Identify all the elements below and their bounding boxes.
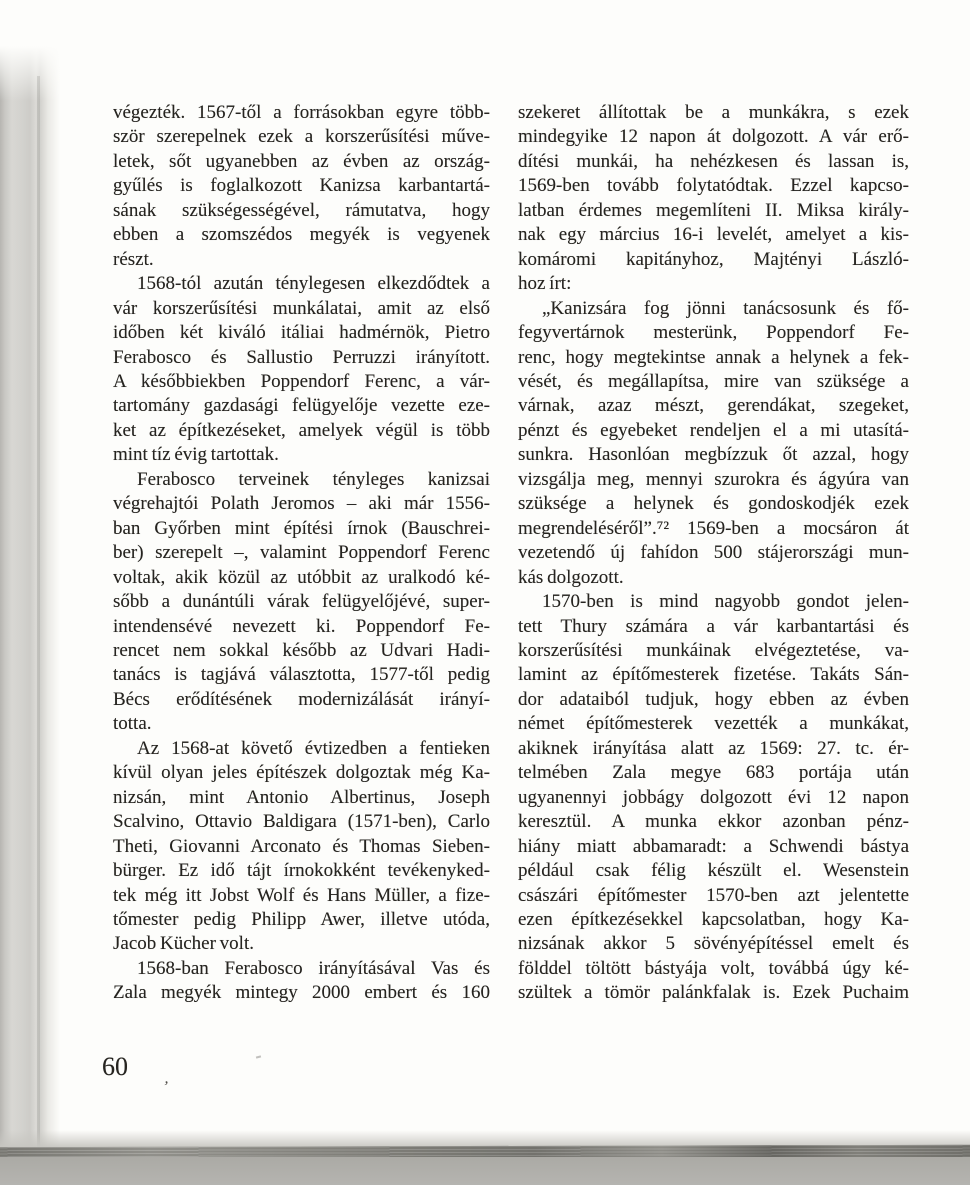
text-line: időben két kiváló itáliai hadmérnök, Pietro [113, 322, 490, 344]
text-line: tőmester pedig Philipp Awer, illetve utóda, [113, 908, 490, 930]
text-line: tek még itt Jobst Wolf és Hans Müller, a fize- [113, 884, 490, 906]
scan-background [0, 1157, 970, 1185]
text-line: totta. [113, 713, 152, 735]
text-line: Theti, Giovanni Arconato és Thomas Sieben- [113, 835, 490, 857]
text-line: gyűlés is foglalkozott Kanizsa karbantartá- [113, 175, 490, 197]
text-line: hiány miatt abbamaradt: a Schwendi bástya [518, 835, 909, 857]
text-line: sának szükségességével, rámutatva, hogy [113, 199, 490, 221]
text-line: 1569-ben tovább folytatódtak. Ezzel kapcso- [518, 175, 909, 197]
text-line: Jacob Kücher volt. [113, 933, 254, 955]
text-line: vezetendő új fahídon 500 stájerországi mun- [518, 542, 909, 564]
text-line: tartomány gazdasági felügyelője vezette eze- [113, 395, 490, 417]
paragraph [113, 737, 490, 957]
text-line: latban érdemes megemlíteni II. Miksa király- [518, 199, 909, 221]
text-line: Ferabosco és Sallustio Perruzzi irányított. [113, 346, 490, 368]
text-line: sunkra. Hasonlóan megbízzuk őt azzal, hogy [518, 444, 909, 466]
text-line: szüksége a helynek és gondoskodjék ezek [518, 493, 909, 515]
text-line: tanács is tagjává választotta, 1577-től pedig [113, 664, 490, 686]
text-line: ber) szerepelt –, valamint Poppendorf Ferenc [113, 542, 490, 564]
text-line: 1570-ben is mind nagyobb gondot jelen- [542, 591, 909, 613]
paragraph [518, 297, 909, 590]
text-line: voltak, akik közül az utóbbit az uralkodó ké- [113, 566, 490, 588]
right-text-column [518, 101, 909, 1006]
text-line: szekeret állítottak be a munkákra, s ezek [518, 102, 909, 123]
text-line: sőbb a dunántúli várak felügyelőjévé, super- [113, 591, 490, 613]
page-number: 60 [102, 1052, 128, 1081]
text-line: vár korszerűsítési munkálatai, amit az első [113, 297, 490, 319]
text-line: végrehajtói Polath Jeromos – aki már 1556- [113, 493, 490, 515]
book-gutter-shadow [0, 46, 62, 1148]
text-line: renc, hogy megtekintse annak a helynek a fek- [518, 346, 909, 368]
text-line: mint tíz évig tartottak. [113, 444, 279, 466]
text-line: Scalvino, Ottavio Baldigara (1571-ben), Carlo [113, 811, 490, 833]
text-line: Ferabosco terveinek tényleges kanizsai [137, 468, 490, 490]
text-line: részt. [113, 248, 154, 270]
text-line: szültek a tömör palánkfalak is. Ezek Puchaim [518, 982, 909, 1004]
text-line: letek, sőt ugyanebben az évben az ország- [113, 150, 490, 172]
text-line: keresztül. A munka ekkor azonban pénz- [518, 811, 909, 833]
text-line: 1568-ban Ferabosco irányításával Vas és [137, 957, 490, 979]
text-line: bürger. Ez idő tájt írnokokként tevékenyked- [113, 860, 490, 882]
text-line: Bécs erődítésének modernizálását irányí- [113, 688, 490, 710]
text-columns [113, 101, 909, 1006]
text-line: tett Thury számára a vár karbantartási és [518, 615, 909, 637]
text-line: hoz írt: [518, 273, 572, 295]
paragraph [113, 272, 490, 468]
text-line: akiknek irányítása alatt az 1569: 27. tc. ér- [518, 737, 909, 759]
text-line: mindegyike 12 napon át dolgozott. A vár erő- [518, 126, 909, 148]
paragraph [518, 590, 909, 1006]
text-line: császári építőmester 1570-ben azt jelentette [518, 884, 909, 906]
text-line: 1568-tól azután ténylegesen elkezdődtek a [137, 273, 490, 295]
text-line: német építőmesterek vezették a munkákat, [518, 713, 909, 735]
print-speck: , [163, 1069, 171, 1088]
paragraph [113, 468, 490, 737]
text-line: ebben a szomszédos megyék is vegyenek [113, 224, 490, 246]
text-line: rencet nem sokkal később az Udvari Hadi- [113, 639, 490, 661]
text-line: ezen építkezésekkel kapcsolatban, hogy Ka- [518, 908, 909, 930]
text-line: fegyvertárnok mesterünk, Poppendorf Fe- [518, 322, 909, 344]
paragraph [113, 101, 490, 272]
text-line: pénzt és egyebeket rendeljen el a mi utasítá- [518, 419, 909, 441]
text-line: Zala megyék mintegy 2000 embert és 160 [113, 982, 490, 1004]
text-line: nizsán, mint Antonio Albertinus, Joseph [113, 786, 490, 808]
text-line: ugyanennyi jobbágy dolgozott évi 12 napon [518, 786, 909, 808]
text-line: vizsgálja meg, mennyi szurokra és ágyúra van [518, 468, 909, 490]
text-line: például csak félig készült el. Wesenstein [518, 860, 909, 882]
left-text-column [113, 101, 490, 1006]
text-line: korszerűsítési munkáinak elvégeztetése, va- [518, 639, 909, 661]
text-line: megrendeléséről”.⁷² 1569-ben a mocsáron át [518, 517, 909, 539]
text-line: A későbbiekben Poppendorf Ferenc, a vár- [113, 370, 490, 392]
text-line: nak egy március 16-i levelét, amelyet a kis- [518, 224, 909, 246]
text-line: vését, és megállapítsa, mire van szüksége a [518, 370, 909, 392]
paragraph [518, 101, 909, 297]
print-speck-dot [256, 1055, 261, 1058]
text-line: ket az építkezéseket, amelyek végül is több [113, 419, 490, 441]
text-line: végezték. 1567-től a forrásokban egyre több- [113, 102, 490, 123]
text-line: dítési munkái, ha nehézkesen és lassan is, [518, 150, 909, 172]
text-line: dor adataiból tudjuk, hogy ebben az évben [518, 688, 909, 710]
text-line: földdel töltött bástyája volt, továbbá úgy ké- [518, 957, 909, 979]
text-line: komáromi kapitányhoz, Majtényi László- [518, 248, 909, 270]
text-line: intendensévé nevezett ki. Poppendorf Fe- [113, 615, 490, 637]
text-line: kívül olyan jeles építészek dolgoztak még Ka- [113, 762, 490, 784]
text-line: kás dolgozott. [518, 566, 624, 588]
text-line: lamint az építőmesterek fizetése. Takáts Sán- [518, 664, 909, 686]
text-line: nizsának akkor 5 sövényépítéssel emelt és [518, 933, 909, 955]
text-line: ször szerepelnek ezek a korszerűsítési műve- [113, 126, 490, 148]
text-line: „Kanizsára fog jönni tanácsosunk és fő- [542, 297, 909, 319]
paragraph [113, 957, 490, 1006]
text-line: Az 1568-at követő évtizedben a fentieken [137, 737, 490, 759]
text-line: ban Győrben mint építési írnok (Bauschrei- [113, 517, 490, 539]
text-line: várnak, azaz mészt, gerendákat, szegeket, [518, 395, 909, 417]
text-line: telmében Zala megye 683 portája után [518, 762, 909, 784]
